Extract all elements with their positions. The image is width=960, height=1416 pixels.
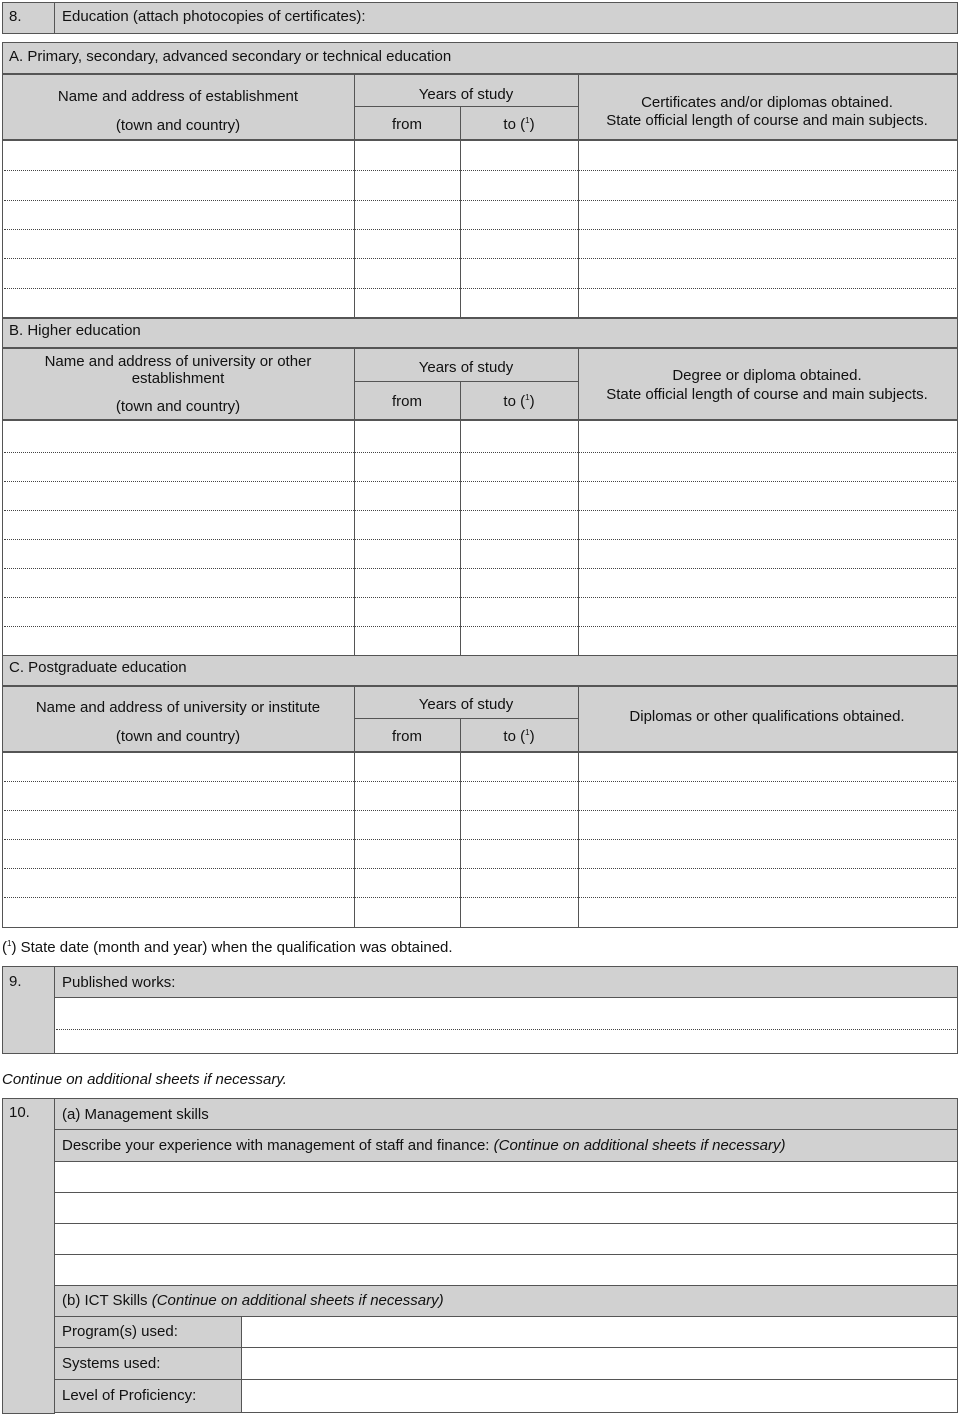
ict-skills-title-note: (Continue on additional sheets if necessary) xyxy=(151,1292,444,1309)
section-a-to-sup: 1 xyxy=(525,116,530,125)
section-c-body-divider-2 xyxy=(460,752,461,928)
section-b-dotted-line xyxy=(4,568,956,569)
ict-skills-title xyxy=(62,1292,444,1309)
section-8-title: Education (attach photocopies of certificates): xyxy=(62,8,366,25)
section-c-col4-line1: Diplomas or other qualifications obtained. xyxy=(629,708,905,725)
section-a-years-divider xyxy=(354,106,578,107)
management-skills-title: (a) Management skills xyxy=(62,1106,209,1123)
section-a-dotted-line xyxy=(4,288,956,289)
management-skills-desc-note: (Continue on additional sheets if necessary) xyxy=(493,1137,786,1154)
section-b-title: B. Higher education xyxy=(9,322,141,339)
section-b-body-divider-1 xyxy=(354,420,355,656)
section-b-from: from xyxy=(392,393,422,410)
programs-used-field[interactable] xyxy=(241,1316,958,1348)
section-a-to-label: to ( xyxy=(503,116,526,133)
section-c-from: from xyxy=(392,728,422,745)
section-a-dotted-line xyxy=(4,258,956,259)
management-skills-desc-text: Describe your experience with management of staff and finance: xyxy=(62,1137,494,1154)
section-b-body-divider-2 xyxy=(460,420,461,656)
section-a-title: A. Primary, secondary, advanced secondary or technical education xyxy=(9,48,452,65)
section-b-entry-area[interactable] xyxy=(2,420,958,656)
section-b-dotted-line xyxy=(4,539,956,540)
proficiency-label: Level of Proficiency: xyxy=(62,1387,197,1404)
section-b-dotted-line xyxy=(4,510,956,511)
section-c-dotted-line xyxy=(4,868,956,869)
section-c-years-divider xyxy=(354,718,578,719)
section-a-col4-line2: State official length of course and main subjects. xyxy=(606,112,928,129)
section-b-dotted-line xyxy=(4,481,956,482)
section-b-col4-line1: Degree or diploma obtained. xyxy=(672,367,862,384)
section-b-to xyxy=(460,393,578,410)
footnote-open: ( xyxy=(2,939,7,956)
section-b-col-divider-3 xyxy=(578,348,579,420)
section-c-to-sup: 1 xyxy=(525,728,530,737)
section-c-col1-line2: (town and country) xyxy=(115,728,241,745)
section-b-col1-line3: (town and country) xyxy=(115,398,241,415)
section-a-col4-line1: Certificates and/or diplomas obtained. xyxy=(641,94,893,111)
management-skills-line-2[interactable] xyxy=(54,1192,958,1224)
section-b-to-label: to ( xyxy=(503,393,526,410)
management-skills-line-3[interactable] xyxy=(54,1223,958,1255)
section-a-to-end: ) xyxy=(529,116,535,133)
section-c-dotted-line xyxy=(4,839,956,840)
section-a-dotted-line xyxy=(4,170,956,171)
footnote-sup: 1 xyxy=(7,939,12,948)
section-b-col1-line2: establishment xyxy=(131,370,225,387)
section-b-col4-line2: State official length of course and main subjects. xyxy=(606,386,928,403)
programs-used-label: Program(s) used: xyxy=(62,1323,178,1340)
proficiency-field[interactable] xyxy=(241,1379,958,1413)
systems-used-label: Systems used: xyxy=(62,1355,161,1372)
section-9-number: 9. xyxy=(9,973,22,990)
section-c-body-divider-3 xyxy=(578,752,579,928)
section-b-dotted-line xyxy=(4,626,956,627)
section-a-to xyxy=(460,116,578,133)
section-c-dotted-line xyxy=(4,897,956,898)
section-c-entry-area[interactable] xyxy=(2,752,958,928)
section-a-col1-line2: (town and country) xyxy=(115,117,241,134)
section-c-body-divider-1 xyxy=(354,752,355,928)
section-b-header xyxy=(2,318,958,348)
section-c-years: Years of study xyxy=(418,696,514,713)
footnote xyxy=(2,939,453,956)
section-9-header xyxy=(54,966,958,998)
section-b-col1-line1: Name and address of university or other xyxy=(44,353,312,370)
section-8-number: 8. xyxy=(9,8,22,25)
section-a-col1-line1: Name and address of establishment xyxy=(57,88,299,105)
management-skills-line-4[interactable] xyxy=(54,1254,958,1286)
section-a-dotted-line xyxy=(4,229,956,230)
section-c-to-label: to ( xyxy=(503,728,526,745)
section-9-title: Published works: xyxy=(62,974,176,991)
section-a-from: from xyxy=(392,116,422,133)
management-skills-line-1[interactable] xyxy=(54,1161,958,1193)
section-c-dotted-line xyxy=(4,781,956,782)
section-b-years: Years of study xyxy=(418,359,514,376)
management-skills-desc xyxy=(62,1137,785,1154)
systems-used-field[interactable] xyxy=(241,1347,958,1380)
section-c-to-end: ) xyxy=(529,728,535,745)
section-8-divider xyxy=(54,2,55,34)
continue-note: Continue on additional sheets if necessary. xyxy=(2,1071,287,1088)
section-b-to-sup: 1 xyxy=(525,393,530,402)
section-10-number: 10. xyxy=(9,1104,30,1121)
section-b-body-divider-3 xyxy=(578,420,579,656)
section-9-dotted-line xyxy=(56,1029,956,1030)
section-a-dotted-line xyxy=(4,200,956,201)
published-works-field[interactable] xyxy=(54,997,958,1054)
section-c-title: C. Postgraduate education xyxy=(9,659,187,676)
section-c-col1-line1: Name and address of university or institute xyxy=(35,699,321,716)
section-b-dotted-line xyxy=(4,597,956,598)
section-b-years-divider xyxy=(354,381,578,382)
ict-skills-title-text: (b) ICT Skills xyxy=(62,1292,152,1309)
section-a-years: Years of study xyxy=(418,86,514,103)
section-c-dotted-line xyxy=(4,810,956,811)
section-10-number-column xyxy=(2,1098,55,1414)
section-c-to xyxy=(460,728,578,745)
section-b-dotted-line xyxy=(4,452,956,453)
footnote-text: ) State date (month and year) when the qualification was obtained. xyxy=(11,939,453,956)
section-b-to-end: ) xyxy=(529,393,535,410)
